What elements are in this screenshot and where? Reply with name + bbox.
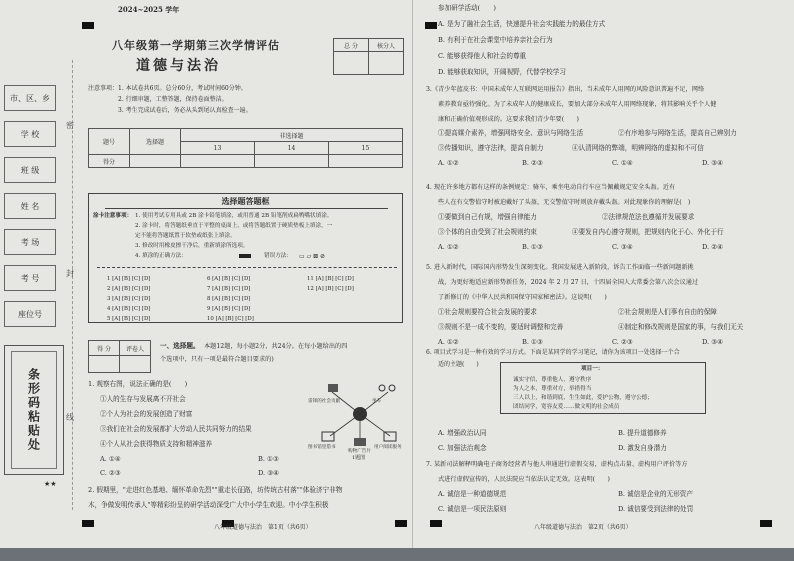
q2-continued: 参加研学活动( ): [438, 4, 496, 12]
project-line: 团结同学，宽容友爱……做文明的社会成员: [513, 404, 620, 410]
q1-choice: C. ②③: [100, 469, 121, 477]
exam-number-field[interactable]: [4, 265, 56, 291]
left-page: [88, 0, 408, 548]
exam-title: 八年级第一学期第三次学情评估: [112, 39, 280, 52]
figure-node: 用户阅读服务: [374, 445, 402, 450]
seal-char: 封: [66, 269, 74, 278]
field-label: 考 号: [20, 273, 40, 283]
q2-line: 木，争做发明传承人"等精彩纷呈的研学活动深受广大中小学生欢迎。中小学生积极: [88, 501, 329, 509]
q7-line: 7. 某新司法解释明确电子商务经营者与他人串通进行虚假交易，虚构点击量、虚构用户评价等方: [426, 461, 688, 468]
field-label: 考 场: [20, 237, 40, 247]
answer-row[interactable]: 5 [A] [B] [C] [D]: [107, 316, 151, 322]
q6-line: 6. 项目式学习是一种有效的学习方式。下面是某同学的学习笔记，请你为该项目一处选择一个合: [426, 349, 680, 356]
field-label: 姓 名: [20, 201, 40, 211]
grader-label: 评卷人: [120, 341, 151, 356]
project-note-box: [500, 362, 706, 414]
name-field[interactable]: [4, 193, 56, 219]
rule-line: 1. 使用考试专用具或 2B 涂卡铅笔填涂，或用普通 2B 铅笔削成扁鸭嘴状填涂。: [135, 213, 333, 219]
score-table: [88, 128, 403, 168]
q2-option: B. 有利于在社会课堂中培养亲社会行为: [438, 36, 553, 44]
class-field[interactable]: [4, 157, 56, 183]
q3-option: ③传播知识，遵守法律，提高自制力: [438, 144, 544, 152]
score-label: 得 分: [89, 341, 120, 356]
q1-choice: A. ①④: [100, 455, 121, 463]
section-score-box: [88, 340, 151, 373]
grader-cell[interactable]: [120, 356, 151, 373]
q5-choice: A. ①②: [438, 338, 459, 346]
col-15: 15: [329, 142, 403, 155]
page-footer: 八年级道德与法治 第1页（共6页）: [214, 524, 312, 531]
q4-option: ①要做到自己有规，增强自律能力: [438, 213, 537, 221]
q7-option: C. 诚信是一项民法原则: [438, 505, 507, 513]
col-14: 14: [255, 142, 329, 155]
total-score-box: [333, 38, 404, 75]
q7-option: D. 诚信要受到法律的处罚: [618, 505, 694, 513]
note-item: 3. 考生完成试卷后，务必从头到尾认真检查一遍。: [118, 107, 252, 114]
seal-char: 线: [66, 413, 74, 422]
subject-title: 道德与法治: [136, 58, 221, 74]
score-cell[interactable]: [329, 155, 403, 168]
correct-fill-icon: [239, 254, 251, 258]
q4-line: 些人在有交警值守时被迫戴好了头盔，无交警值守时则放弃戴头盔。对此现象你的理解是( ): [438, 199, 691, 206]
q1-figure: [308, 378, 408, 461]
q3-option: ①提高媒介素养，增强网络安全、意识与网络生活: [438, 129, 584, 137]
answer-sheet-box: [88, 193, 403, 323]
reviewer-cell[interactable]: [369, 52, 404, 75]
q3-line: 3.《青少年蓝皮书：中国未成年人互联网运用报告》指出，当未成年人用网的风险意识普遍不足，网络: [426, 86, 705, 93]
figure-node: 图书馆里借书: [308, 445, 336, 450]
q6-line: 适的主题( ): [438, 361, 479, 368]
q5-option: ③规则不是一成不变的，要适时调整和完善: [438, 323, 564, 331]
header-question-no: 题号: [89, 129, 130, 155]
note-item: 1. 本试卷共6页。总分60分，考试时间60分钟。: [118, 85, 247, 92]
q5-option: ①社会规则要符合社会发展的要求: [438, 308, 537, 316]
score-cell[interactable]: [181, 155, 255, 168]
q2-option: D. 能够获取知识，开阔视野，代替学校学习: [438, 68, 566, 76]
q5-choice: B. ①③: [522, 338, 543, 346]
rule-line: 2. 涂卡时，将答题纸垂直于平整的桌面上，或将答题纸置于硬质垫板上填涂，一: [135, 223, 333, 229]
answer-row[interactable]: 1 [A] [B] [C] [D]: [107, 276, 151, 282]
page-fold: [412, 0, 413, 548]
header-choice: 选择题: [130, 129, 181, 155]
rule-line: 定不能将答题纸置于软垫或纸张上填涂。: [135, 233, 236, 239]
rule-line: 错误方法：: [264, 253, 292, 259]
section-score-cell[interactable]: [89, 356, 120, 373]
answer-row[interactable]: 6 [A] [B] [C] [D]: [207, 276, 251, 282]
reviewer-label: 核分人: [369, 39, 404, 52]
barcode-sticker-area[interactable]: [4, 345, 64, 475]
q5-option: ②社会规则是人们事有自由的保障: [618, 308, 717, 316]
figure-node: 购物广告片: [348, 449, 371, 454]
page-footer: 八年级道德与法治 第2页（共6页）: [534, 524, 632, 531]
q3-choice: D. ③④: [702, 159, 724, 167]
q3-choice: C. ①④: [612, 159, 633, 167]
figure-caption: 1题图: [352, 455, 366, 461]
seat-number-field[interactable]: [4, 301, 56, 327]
rules-label: 涂卡注意事项：: [93, 213, 133, 219]
col-13: 13: [181, 142, 255, 155]
q1-option: ②个人为社会的发展创造了财富: [100, 410, 193, 418]
q4-option: ②法律规范法也遵循并发展要求: [602, 213, 695, 221]
q1-option: ④个人从社会获得物质支持和精神滋养: [100, 440, 213, 448]
section-intro: 本题12题，每小题2分，共24分。在每小题给出的四: [204, 343, 348, 350]
q4-choice: C. ③④: [612, 243, 633, 251]
q6-option: B. 提升道德修养: [618, 429, 667, 437]
answer-row[interactable]: 3 [A] [B] [C] [D]: [107, 296, 151, 302]
q1-choice: B. ①③: [258, 455, 279, 463]
q7-line: 式进行虚假宣传的，人民法院应当依法认定无效。这表明( ): [438, 476, 610, 483]
answer-row[interactable]: 9 [A] [B] [C] [D]: [207, 306, 251, 312]
q5-line: 了新修订的《中华人民共和国保守国家秘密法》。这说明( ): [438, 294, 607, 301]
answer-row[interactable]: 12 [A] [B] [C] [D]: [307, 286, 354, 292]
q3-line: 康和正确价值观形成的。这要求我们青少年要( ): [438, 116, 579, 123]
q4-option: ④要发自内心遵守规则，把规则内化于心、外化于行: [572, 228, 724, 236]
project-line: 诚实守信，尊重他人，遵守秩序: [513, 377, 592, 383]
header-non-choice: 非选择题: [181, 129, 403, 142]
q5-line: 5. 进入新时代，国际国内形势发生深刻变化。我国发展进入新阶段，诉告工作面临一些新问题新挑: [426, 264, 694, 271]
section-heading: 一、选择题。: [160, 342, 200, 350]
q4-choice: D. ②④: [702, 243, 724, 251]
project-line: 三人以上，和谐到底，生生如此，爱护公物，遵守公德；: [513, 395, 653, 401]
q2-option: C. 能够获得他人和社会的尊重: [438, 52, 527, 60]
notes-label: 注意事项：: [88, 85, 119, 92]
q5-choice: D. ③④: [702, 338, 724, 346]
field-label: 市、区、乡: [10, 93, 50, 103]
divider: [97, 267, 397, 268]
q1-option: ①人的生存与发展离不开社会: [100, 395, 186, 403]
q5-choice: C. ②③: [612, 338, 633, 346]
row-score-label: 得分: [89, 155, 130, 168]
section-intro: 个选项中，只有一项是最符合题目要求的): [160, 356, 274, 363]
q4-choice: A. ①②: [438, 243, 459, 251]
total-cell[interactable]: [334, 52, 369, 75]
school-year: 2024~2025 学年: [118, 5, 180, 14]
school-field[interactable]: [4, 121, 56, 147]
q2-line: 2. 假期里，"走进红色基地、缅怀革命先烈""重走长征路，坊传统古村落""体验济宁非物: [88, 486, 343, 494]
star-marks: ★★: [44, 480, 57, 488]
barcode-label: 条形码粘贴处: [11, 351, 57, 469]
note-item: 2. 行细审题，工整答题，保持卷面整洁。: [118, 96, 228, 103]
q3-option: ②有序地参与网络生活，提高自己辨别力: [618, 129, 737, 137]
q3-choice: B. ②③: [522, 159, 543, 167]
wrong-fill-icon: ▭ ▱ ⊠ ⊘: [299, 253, 326, 260]
answer-row[interactable]: 10 [A] [B] [C] [D]: [207, 316, 254, 322]
project-title: 项目一：: [581, 366, 604, 372]
field-label: 学 校: [20, 129, 40, 139]
rule-line: 3. 修改时用橡皮擦干净后，重新填涂所选项。: [135, 243, 249, 249]
figure-node: 坐车: [372, 399, 382, 404]
exam-room-field[interactable]: [4, 229, 56, 255]
answer-row[interactable]: 4 [A] [B] [C] [D]: [107, 306, 151, 312]
q4-option: ③个体的自由受到了社会规则约束: [438, 228, 537, 236]
q3-option: ④认清网络的弊端，明辨网络的虚拟和不可信: [572, 144, 704, 152]
figure-node: 雷锋的社会贡献: [308, 399, 341, 404]
q4-line: 4. 现在许多地方都有这样的条例规定：骑车，乘坐电动自行车应当佩戴规定安全头盔。近有: [426, 184, 676, 191]
q3-line: 素养教育亟待强化。为了未成年人的健康成长，要加大部分未成年人用网络现象，将其影响关乎个人健: [438, 101, 717, 108]
q4-choice: B. ①③: [522, 243, 543, 251]
field-label: 班 级: [20, 165, 40, 175]
answer-row[interactable]: 2 [A] [B] [C] [D]: [107, 286, 151, 292]
answer-row[interactable]: 11 [A] [B] [C] [D]: [307, 276, 354, 282]
q5-line: 战，为更好地适应新形势新任务，2024 年 2 月 27 日，十四届全国人大常委会第八次会议通过: [438, 279, 699, 286]
answer-row[interactable]: 7 [A] [B] [C] [D]: [207, 286, 251, 292]
q7-option: A. 诚信是一种道德规范: [438, 490, 507, 498]
q2-option: A. 是为了融社会生活，快速提升社会实践能力的最佳方式: [438, 20, 606, 28]
q6-option: A. 增强政治认同: [438, 429, 487, 437]
project-line: 为人之本，尊重对方，举措得当: [513, 386, 592, 392]
score-cell[interactable]: [255, 155, 329, 168]
right-page: [422, 0, 792, 548]
desk-background: [0, 548, 794, 561]
divider: [105, 208, 388, 209]
total-label: 总 分: [334, 39, 369, 52]
field-label: 座位号: [18, 309, 42, 319]
q6-option: D. 激发自身潜力: [618, 444, 667, 452]
seal-char: 密: [66, 121, 74, 130]
rule-line: 4. 填涂的正确方法：: [135, 253, 187, 259]
q7-option: B. 诚信是企业的无形资产: [618, 490, 693, 498]
q1-choice: D. ③④: [258, 469, 280, 477]
q1-option: ③我们在社会的发展都扩大劳动人民共同努力的结果: [100, 425, 252, 433]
q3-choice: A. ①②: [438, 159, 459, 167]
answer-sheet-title: 选择题答题框: [221, 196, 270, 206]
q6-option: C. 加强法治观念: [438, 444, 487, 452]
score-cell[interactable]: [130, 155, 181, 168]
q5-option: ④制定和修改规则是国家的事，与我们无关: [618, 323, 744, 331]
region-field[interactable]: [4, 85, 56, 111]
answer-row[interactable]: 8 [A] [B] [C] [D]: [207, 296, 251, 302]
q1-stem: 1. 观察右图，说法正确的是( ): [88, 380, 188, 388]
